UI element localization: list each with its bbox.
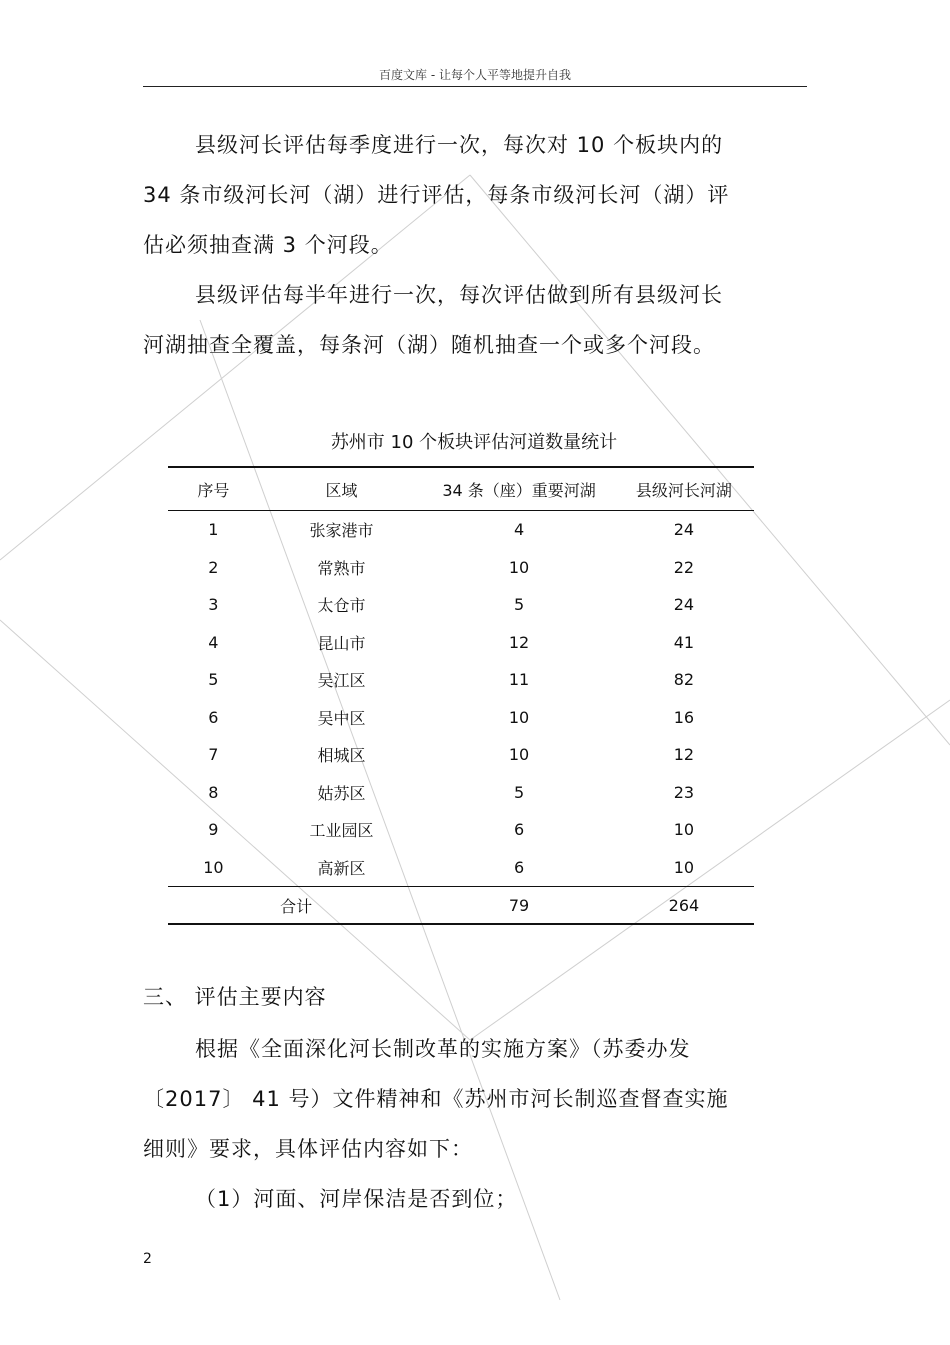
table-row bbox=[168, 811, 754, 849]
cell-county: 24 bbox=[673, 595, 695, 615]
cell-important: 5 bbox=[513, 782, 525, 802]
table-title: 苏州市 10 个板块评估河道数量统计 bbox=[330, 432, 618, 453]
river-count-table bbox=[168, 466, 754, 925]
header-county-rivers: 县级河长河湖 bbox=[614, 467, 754, 511]
table-row bbox=[168, 549, 754, 587]
cell-important: 6 bbox=[513, 857, 525, 877]
cell-index: 10 bbox=[203, 857, 224, 877]
cell-county: 82 bbox=[673, 670, 695, 690]
table-row bbox=[168, 699, 754, 737]
header-index: 序号 bbox=[168, 467, 259, 511]
cell-region: 工业园区 bbox=[309, 821, 374, 841]
cell-county: 22 bbox=[673, 557, 695, 577]
table-header-row bbox=[168, 467, 754, 511]
cell-region: 吴江区 bbox=[317, 671, 366, 691]
page-number: 2 bbox=[143, 1251, 152, 1267]
cell-region: 太仓市 bbox=[317, 596, 366, 616]
cell-region: 吴中区 bbox=[317, 708, 366, 728]
cell-index: 5 bbox=[208, 670, 219, 690]
total-county: 264 bbox=[614, 887, 754, 925]
header-region: 区域 bbox=[259, 467, 424, 511]
cell-index: 2 bbox=[208, 557, 219, 577]
cell-region: 相城区 bbox=[317, 746, 366, 766]
paragraph-halfyear-eval: 县级评估每半年进行一次，每次评估做到所有县级河长 河湖抽查全覆盖，每条河（湖）随机抽查一个或多个河段。 bbox=[143, 283, 723, 357]
table-row bbox=[168, 624, 754, 662]
cell-index: 8 bbox=[208, 782, 219, 802]
cell-county: 12 bbox=[673, 745, 695, 765]
cell-region: 常熟市 bbox=[317, 558, 366, 578]
cell-important: 11 bbox=[508, 670, 530, 690]
cell-index: 7 bbox=[208, 745, 219, 765]
cell-county: 16 bbox=[673, 707, 695, 727]
cell-important: 10 bbox=[508, 557, 530, 577]
table-row bbox=[168, 586, 754, 624]
list-item-1: （1）河面、河岸保洁是否到位； bbox=[195, 1187, 518, 1211]
cell-important: 6 bbox=[513, 820, 525, 840]
table-row bbox=[168, 736, 754, 774]
total-label: 合计 bbox=[168, 887, 424, 925]
cell-index: 6 bbox=[208, 707, 219, 727]
cell-index: 3 bbox=[208, 595, 219, 615]
table-row bbox=[168, 511, 754, 549]
table-row bbox=[168, 774, 754, 812]
cell-county: 10 bbox=[673, 857, 695, 877]
cell-region: 昆山市 bbox=[317, 633, 366, 653]
cell-county: 24 bbox=[673, 520, 695, 540]
cell-region: 姑苏区 bbox=[317, 783, 366, 803]
header-important-rivers: 34 条（座）重要河湖 bbox=[424, 467, 614, 511]
cell-important: 4 bbox=[513, 520, 525, 540]
cell-region: 张家港市 bbox=[309, 521, 374, 541]
cell-index: 9 bbox=[208, 820, 219, 840]
paragraph-quarterly-eval: 县级河长评估每季度进行一次，每次对 10 个板块内的 34 条市级河长河（湖）进行评估，每条市级河长河（湖）评 估必须抽查满 3 个河段。 bbox=[143, 133, 730, 257]
section-heading: 三、 评估主要内容 bbox=[143, 985, 327, 1009]
cell-county: 10 bbox=[673, 820, 695, 840]
total-important: 79 bbox=[424, 887, 614, 925]
cell-index: 1 bbox=[208, 520, 219, 540]
cell-important: 10 bbox=[508, 745, 530, 765]
table-row bbox=[168, 849, 754, 887]
cell-region: 高新区 bbox=[317, 858, 366, 878]
table-total-row bbox=[168, 887, 754, 925]
cell-important: 5 bbox=[513, 595, 525, 615]
table-row bbox=[168, 661, 754, 699]
page-header: 百度文库 - 让每个人平等地提升自我 bbox=[143, 66, 807, 87]
cell-index: 4 bbox=[208, 632, 219, 652]
cell-important: 12 bbox=[508, 632, 530, 652]
cell-county: 41 bbox=[673, 632, 695, 652]
paragraph-basis: 根据《全面深化河长制改革的实施方案》（苏委办发 〔2017〕 41 号）文件精神和《苏州市河长制巡查督查实施 细则》要求，具体评估内容如下： bbox=[143, 1037, 729, 1161]
cell-important: 10 bbox=[508, 707, 530, 727]
cell-county: 23 bbox=[673, 782, 695, 802]
